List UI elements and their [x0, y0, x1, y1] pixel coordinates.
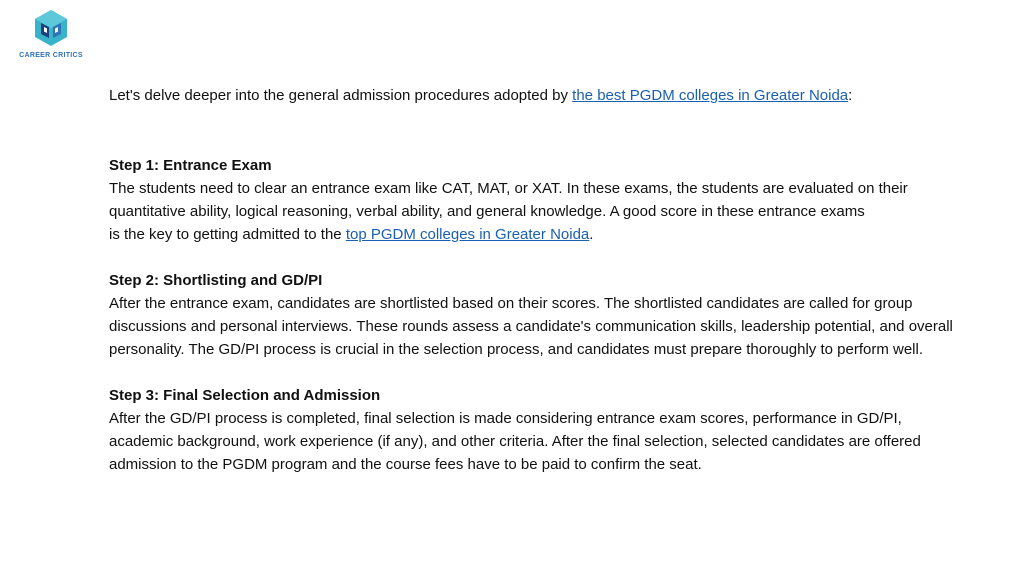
- step-3-body: [109, 407, 1014, 476]
- step-1-line-2: quantitative ability, logical reasoning, verbal ability, and general knowledge. A good score in these entrance exams: [109, 203, 865, 220]
- step-2-body: [109, 292, 1014, 361]
- step-3-title: Step 3: Final Selection and Admission: [109, 387, 381, 404]
- logo-text: CAREER CRITICS: [19, 52, 83, 59]
- step-1-body: [109, 177, 1014, 246]
- top-pgdm-colleges-link[interactable]: top PGDM colleges in Greater Noida: [345, 226, 590, 243]
- intro-text: Let's delve deeper into the general admission procedures adopted by: [109, 87, 573, 104]
- step-1: [109, 154, 1014, 246]
- step-1-title: Step 1: Entrance Exam: [109, 157, 272, 174]
- step-3-line-2: academic background, work experience (if any), and other criteria. After the final selection, selected candidates are offered: [109, 433, 921, 450]
- intro-paragraph: [109, 84, 1014, 107]
- step-2-title: Step 2: Shortlisting and GD/PI: [109, 272, 323, 289]
- step-1-line-1: The students need to clear an entrance exam like CAT, MAT, or XAT. In these exams, the students are evaluated on their: [109, 180, 908, 197]
- step-2-line-2: discussions and personal interviews. These rounds assess a candidate's communication skills, leadership potential, and overall: [109, 318, 953, 335]
- best-pgdm-colleges-link[interactable]: the best PGDM colleges in Greater Noida: [572, 87, 849, 104]
- step-1-line-3: is the key to getting admitted to the: [109, 226, 346, 243]
- step-3: [109, 384, 1014, 476]
- step-1-period: .: [589, 226, 594, 243]
- career-critics-logo: [10, 8, 92, 70]
- step-2: [109, 269, 1014, 361]
- article-content: [109, 84, 1014, 499]
- step-2-line-1: After the entrance exam, candidates are shortlisted based on their scores. The shortlisted candidates are called for group: [109, 295, 913, 312]
- step-3-line-3: admission to the PGDM program and the course fees have to be paid to confirm the seat.: [109, 456, 702, 473]
- logo-hexagon-icon: [31, 8, 71, 48]
- step-2-line-3: personality. The GD/PI process is crucial in the selection process, and candidates must prepare thoroughly to perform well.: [109, 341, 924, 358]
- intro-colon: :: [848, 87, 853, 104]
- step-3-line-1: After the GD/PI process is completed, final selection is made considering entrance exam scores, performance in GD/PI,: [109, 410, 902, 427]
